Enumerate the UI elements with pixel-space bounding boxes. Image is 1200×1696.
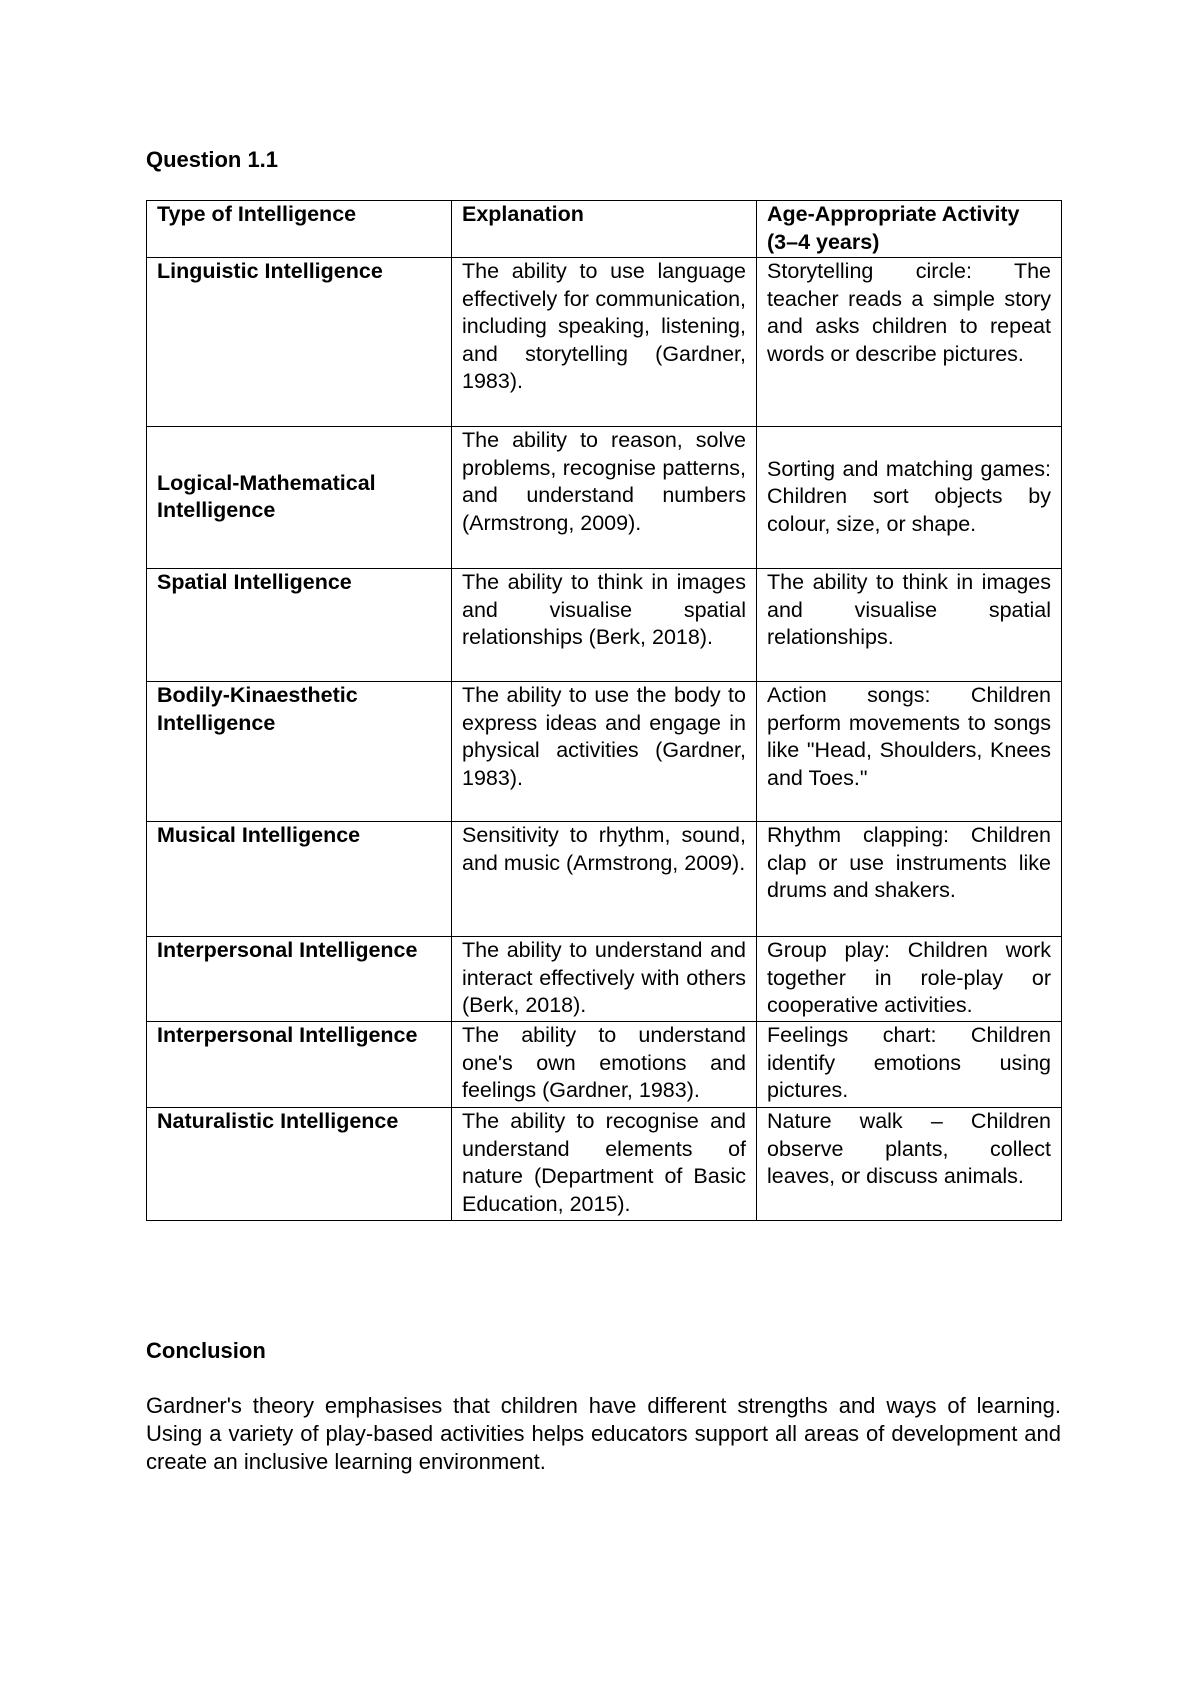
row-explanation: The ability to reason, solve problems, recognise patterns, and understand numbers (Armstrong, 2009). (452, 427, 757, 569)
header-type: Type of Intelligence (147, 201, 452, 258)
row-activity: Rhythm clapping: Children clap or use instruments like drums and shakers. (757, 822, 1062, 937)
row-type: Interpersonal Intelligence (147, 937, 452, 1022)
row-type: Bodily-Kinaesthetic Intelligence (147, 682, 452, 822)
table-row (147, 1108, 1062, 1221)
row-activity: Storytelling circle: The teacher reads a simple story and asks children to repeat words or describe pictures. (757, 258, 1062, 427)
row-activity: The ability to think in images and visualise spatial relationships. (757, 569, 1062, 682)
row-explanation: Sensitivity to rhythm, sound, and music (Armstrong, 2009). (452, 822, 757, 937)
row-activity: Group play: Children work together in role-play or cooperative activities. (757, 937, 1062, 1022)
row-activity: Nature walk – Children observe plants, collect leaves, or discuss animals. (757, 1108, 1062, 1221)
row-type: Musical Intelligence (147, 822, 452, 937)
row-explanation: The ability to think in images and visualise spatial relationships (Berk, 2018). (452, 569, 757, 682)
table-row (147, 937, 1062, 1022)
table-row (147, 569, 1062, 682)
row-explanation: The ability to understand one's own emotions and feelings (Gardner, 1983). (452, 1022, 757, 1108)
header-explanation: Explanation (452, 201, 757, 258)
table-row (147, 258, 1062, 427)
row-explanation: The ability to use language effectively for communication, including speaking, listening, and storytelling (Gardner, 1983). (452, 258, 757, 427)
row-explanation: The ability to use the body to express ideas and engage in physical activities (Gardner, 1983). (452, 682, 757, 822)
table-header-row (147, 201, 1062, 258)
row-type: Naturalistic Intelligence (147, 1108, 452, 1221)
conclusion-paragraph: Gardner's theory emphasises that children have different strengths and ways of learning. Using a variety of play-based activities helps educators support all areas of development and create an inclusive learning environment. (146, 1393, 1061, 1474)
row-type: Spatial Intelligence (147, 569, 452, 682)
table-row (147, 822, 1062, 937)
row-explanation: The ability to recognise and understand elements of nature (Department of Basic Education, 2015). (452, 1108, 757, 1221)
table-row (147, 1022, 1062, 1108)
intelligence-table (146, 200, 1062, 1221)
table-row (147, 682, 1062, 822)
row-type: Interpersonal Intelligence (147, 1022, 452, 1108)
conclusion-heading: Conclusion (146, 1338, 266, 1363)
row-activity: Feelings chart: Children identify emotions using pictures. (757, 1022, 1062, 1108)
row-explanation: The ability to understand and interact effectively with others (Berk, 2018). (452, 937, 757, 1022)
row-activity: Sorting and matching games: Children sort objects by colour, size, or shape. (757, 427, 1062, 569)
table-row (147, 427, 1062, 569)
question-heading: Question 1.1 (146, 147, 279, 172)
row-activity: Action songs: Children perform movements to songs like "Head, Shoulders, Knees and Toes." (757, 682, 1062, 822)
row-type: Logical-Mathematical Intelligence (147, 427, 452, 569)
row-type: Linguistic Intelligence (147, 258, 452, 427)
header-activity: Age-Appropriate Activity (3–4 years) (757, 201, 1062, 258)
